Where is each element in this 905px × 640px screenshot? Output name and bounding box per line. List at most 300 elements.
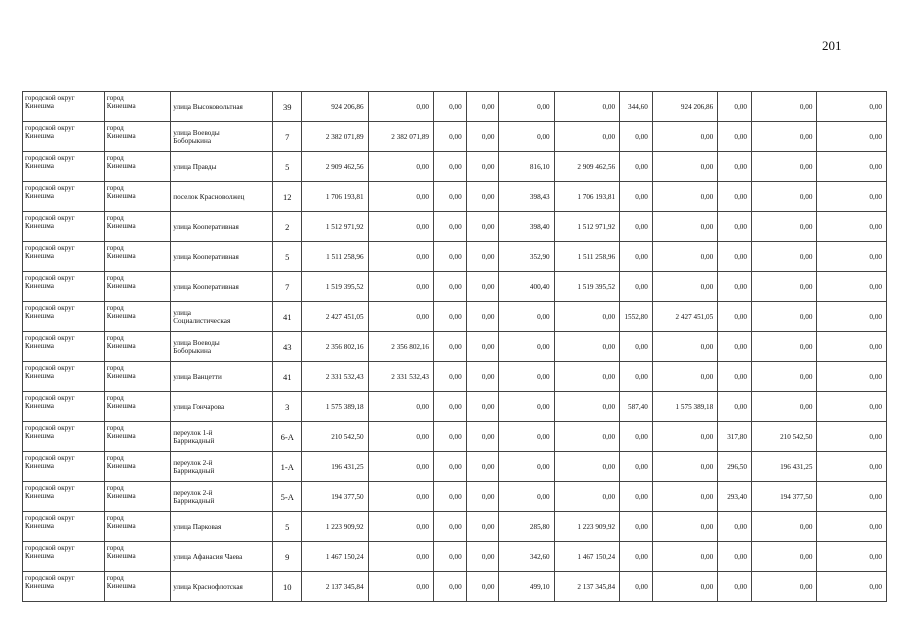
okrug-cell-line: городской округ [25, 334, 75, 342]
amount-cell: 0,00 [466, 212, 499, 242]
city-cell-line: город [106, 304, 124, 312]
amount-cell: 0,00 [434, 92, 467, 122]
amount-cell: 0,00 [817, 182, 887, 212]
amount-cell: 0,00 [718, 212, 752, 242]
street-cell [171, 182, 273, 212]
city-cell-line: город [106, 544, 124, 552]
amount-cell: 0,00 [718, 242, 752, 272]
amount-cell: 2 331 532,43 [302, 362, 368, 392]
amount-cell: 0,00 [718, 92, 752, 122]
table-row [23, 242, 887, 272]
okrug-cell-line: городской округ [25, 394, 75, 402]
house-number-cell: 41 [273, 362, 302, 392]
amount-cell: 0,00 [499, 362, 554, 392]
street-cell-line: улица Кооперативная [173, 222, 239, 231]
amount-cell: 0,00 [368, 512, 433, 542]
city-cell-line: город [106, 484, 124, 492]
page-number: 201 [822, 38, 842, 53]
city-cell [104, 122, 170, 152]
amount-cell: 0,00 [554, 482, 619, 512]
amount-cell: 0,00 [620, 422, 653, 452]
street-cell [171, 572, 273, 602]
street-cell [171, 512, 273, 542]
amount-cell: 0,00 [434, 452, 467, 482]
city-cell-line: город [106, 274, 124, 282]
amount-cell: 0,00 [652, 482, 717, 512]
table-body [23, 92, 887, 602]
city-cell [104, 302, 170, 332]
amount-cell: 587,40 [620, 392, 653, 422]
table-row [23, 182, 887, 212]
amount-cell: 0,00 [751, 512, 816, 542]
city-cell-line: город [106, 94, 124, 102]
street-cell [171, 362, 273, 392]
street-cell-line: Баррикадный [173, 496, 215, 505]
okrug-cell-line: Кинешма [25, 402, 54, 410]
amount-cell: 0,00 [751, 572, 816, 602]
amount-cell: 2 137 345,84 [302, 572, 368, 602]
table-row [23, 212, 887, 242]
okrug-cell-line: городской округ [25, 514, 75, 522]
house-number-cell: 10 [273, 572, 302, 602]
street-cell [171, 332, 273, 362]
okrug-cell-line: городской округ [25, 274, 75, 282]
amount-cell: 0,00 [466, 452, 499, 482]
amount-cell: 0,00 [554, 422, 619, 452]
amount-cell: 0,00 [466, 332, 499, 362]
amount-cell: 0,00 [554, 392, 619, 422]
house-number-cell: 6-А [273, 422, 302, 452]
city-cell-line: Кинешма [106, 342, 136, 350]
okrug-cell-line: Кинешма [25, 372, 54, 380]
okrug-cell [23, 482, 105, 512]
table-row [23, 452, 887, 482]
amount-cell: 0,00 [466, 152, 499, 182]
okrug-cell-line: городской округ [25, 154, 75, 162]
amount-cell: 0,00 [652, 572, 717, 602]
city-cell [104, 152, 170, 182]
amount-cell: 0,00 [466, 482, 499, 512]
street-cell-line: переулок 2-й [173, 488, 213, 497]
table-row [23, 512, 887, 542]
street-cell-line: Боборыкина [173, 346, 212, 355]
amount-cell: 0,00 [817, 152, 887, 182]
amount-cell: 0,00 [817, 272, 887, 302]
amount-cell: 1 512 971,92 [302, 212, 368, 242]
house-number-cell: 5-А [273, 482, 302, 512]
okrug-cell-line: городской округ [25, 94, 75, 102]
amount-cell: 0,00 [368, 92, 433, 122]
street-cell-line: улица Афанасия Чаева [173, 552, 243, 561]
amount-cell: 0,00 [817, 92, 887, 122]
street-cell-line: улица Кооперативная [173, 282, 239, 291]
okrug-cell [23, 392, 105, 422]
city-cell-line: Кинешма [106, 522, 136, 530]
city-cell [104, 512, 170, 542]
amount-cell: 0,00 [368, 302, 433, 332]
house-number-cell: 5 [273, 242, 302, 272]
street-cell-line: улица Правды [173, 162, 217, 171]
city-cell-line: Кинешма [106, 252, 136, 260]
amount-cell: 0,00 [368, 542, 433, 572]
street-cell-line: улица Воеводы [173, 338, 220, 347]
city-cell-line: город [106, 394, 124, 402]
amount-cell: 0,00 [817, 122, 887, 152]
amount-cell: 0,00 [718, 332, 752, 362]
amount-cell: 0,00 [434, 212, 467, 242]
city-cell [104, 182, 170, 212]
amount-cell: 0,00 [620, 452, 653, 482]
amount-cell: 924 206,86 [652, 92, 717, 122]
table-row [23, 272, 887, 302]
amount-cell: 0,00 [466, 512, 499, 542]
amount-cell: 196 431,25 [751, 452, 816, 482]
amount-cell: 342,60 [499, 542, 554, 572]
amount-cell: 0,00 [751, 152, 816, 182]
okrug-cell [23, 572, 105, 602]
amount-cell: 0,00 [368, 242, 433, 272]
table-row [23, 332, 887, 362]
street-cell [171, 122, 273, 152]
okrug-cell [23, 122, 105, 152]
city-cell [104, 452, 170, 482]
amount-cell: 499,10 [499, 572, 554, 602]
amount-cell: 1 223 909,92 [302, 512, 368, 542]
amount-cell: 0,00 [817, 212, 887, 242]
amount-cell: 0,00 [718, 272, 752, 302]
amount-cell: 0,00 [652, 212, 717, 242]
city-cell [104, 572, 170, 602]
city-cell [104, 332, 170, 362]
city-cell-line: город [106, 424, 124, 432]
amount-cell: 0,00 [817, 422, 887, 452]
city-cell-line: Кинешма [106, 162, 136, 170]
amount-cell: 0,00 [434, 122, 467, 152]
okrug-cell [23, 152, 105, 182]
amount-cell: 816,10 [499, 152, 554, 182]
city-cell-line: Кинешма [106, 492, 136, 500]
okrug-cell-line: городской округ [25, 214, 75, 222]
amount-cell: 0,00 [718, 122, 752, 152]
city-cell-line: город [106, 364, 124, 372]
okrug-cell-line: городской округ [25, 244, 75, 252]
amount-cell: 0,00 [466, 542, 499, 572]
amount-cell: 0,00 [368, 182, 433, 212]
house-number-cell: 1-А [273, 452, 302, 482]
street-cell [171, 392, 273, 422]
amount-cell: 0,00 [368, 272, 433, 302]
okrug-cell [23, 512, 105, 542]
amount-cell: 2 137 345,84 [554, 572, 619, 602]
amount-cell: 398,40 [499, 212, 554, 242]
okrug-cell [23, 92, 105, 122]
amount-cell: 0,00 [652, 362, 717, 392]
city-cell-line: Кинешма [106, 372, 136, 380]
house-number-cell: 7 [273, 272, 302, 302]
amount-cell: 0,00 [652, 242, 717, 272]
amount-cell: 0,00 [434, 392, 467, 422]
amount-cell: 0,00 [368, 392, 433, 422]
okrug-cell-line: Кинешма [25, 222, 54, 230]
amount-cell: 0,00 [554, 122, 619, 152]
city-cell-line: город [106, 244, 124, 252]
okrug-cell-line: городской округ [25, 424, 75, 432]
amount-cell: 0,00 [620, 182, 653, 212]
amount-cell: 2 331 532,43 [368, 362, 433, 392]
amount-cell: 0,00 [434, 242, 467, 272]
table-row [23, 92, 887, 122]
amount-cell: 196 431,25 [302, 452, 368, 482]
city-cell [104, 212, 170, 242]
amount-cell: 0,00 [620, 332, 653, 362]
amount-cell: 0,00 [368, 212, 433, 242]
city-cell-line: Кинешма [106, 282, 136, 290]
amount-cell: 0,00 [466, 422, 499, 452]
amount-cell: 0,00 [817, 392, 887, 422]
amount-cell: 1 519 395,52 [302, 272, 368, 302]
amount-cell: 0,00 [368, 572, 433, 602]
amount-cell: 293,40 [718, 482, 752, 512]
amount-cell: 0,00 [718, 152, 752, 182]
amount-cell: 0,00 [817, 542, 887, 572]
okrug-cell-line: Кинешма [25, 132, 54, 140]
okrug-cell-line: Кинешма [25, 312, 54, 320]
house-number-cell: 5 [273, 152, 302, 182]
amount-cell: 0,00 [620, 512, 653, 542]
okrug-cell-line: городской округ [25, 184, 75, 192]
street-cell-line: улица Воеводы [173, 128, 220, 137]
amount-cell: 398,43 [499, 182, 554, 212]
amount-cell: 1552,80 [620, 302, 653, 332]
street-cell-line: Баррикадный [173, 466, 215, 475]
city-cell-line: Кинешма [106, 222, 136, 230]
city-cell-line: Кинешма [106, 582, 136, 590]
amount-cell: 1 575 389,18 [652, 392, 717, 422]
street-cell [171, 422, 273, 452]
table-row [23, 482, 887, 512]
amount-cell: 0,00 [466, 272, 499, 302]
amount-cell: 0,00 [718, 542, 752, 572]
amount-cell: 0,00 [499, 332, 554, 362]
amount-cell: 0,00 [620, 542, 653, 572]
house-number-cell: 12 [273, 182, 302, 212]
amount-cell: 0,00 [434, 152, 467, 182]
amount-cell: 0,00 [499, 122, 554, 152]
amount-cell: 0,00 [652, 512, 717, 542]
okrug-cell-line: городской округ [25, 454, 75, 462]
okrug-cell [23, 332, 105, 362]
city-cell [104, 92, 170, 122]
amount-cell: 0,00 [652, 152, 717, 182]
okrug-cell-line: Кинешма [25, 282, 54, 290]
amount-cell: 285,80 [499, 512, 554, 542]
amount-cell: 0,00 [434, 422, 467, 452]
street-cell-line: улица Ванцетти [173, 372, 222, 381]
amount-cell: 0,00 [466, 392, 499, 422]
house-number-cell: 9 [273, 542, 302, 572]
street-cell-line: переулок 1-й [173, 428, 213, 437]
okrug-cell-line: Кинешма [25, 432, 54, 440]
amount-cell: 2 382 071,89 [368, 122, 433, 152]
okrug-cell [23, 302, 105, 332]
street-cell-line: улица Парковая [173, 522, 222, 531]
amount-cell: 0,00 [817, 452, 887, 482]
house-number-cell: 2 [273, 212, 302, 242]
amount-cell: 0,00 [652, 542, 717, 572]
okrug-cell [23, 182, 105, 212]
amount-cell: 0,00 [620, 122, 653, 152]
amount-cell: 2 382 071,89 [302, 122, 368, 152]
amount-cell: 0,00 [434, 302, 467, 332]
okrug-cell-line: городской округ [25, 364, 75, 372]
amount-cell: 0,00 [368, 422, 433, 452]
okrug-cell [23, 422, 105, 452]
city-cell-line: Кинешма [106, 432, 136, 440]
okrug-cell [23, 212, 105, 242]
amount-cell: 0,00 [499, 452, 554, 482]
okrug-cell-line: Кинешма [25, 192, 54, 200]
amount-cell: 0,00 [652, 122, 717, 152]
amount-cell: 0,00 [652, 422, 717, 452]
okrug-cell-line: Кинешма [25, 102, 54, 110]
amount-cell: 0,00 [718, 362, 752, 392]
amount-cell: 0,00 [499, 422, 554, 452]
city-cell-line: Кинешма [106, 402, 136, 410]
amount-cell: 0,00 [499, 482, 554, 512]
amount-cell: 0,00 [817, 242, 887, 272]
city-cell-line: город [106, 154, 124, 162]
amount-cell: 0,00 [751, 212, 816, 242]
amount-cell: 0,00 [652, 272, 717, 302]
amount-cell: 1 223 909,92 [554, 512, 619, 542]
amount-cell: 0,00 [434, 482, 467, 512]
house-number-cell: 7 [273, 122, 302, 152]
amount-cell: 0,00 [499, 392, 554, 422]
amount-cell: 0,00 [817, 572, 887, 602]
amount-cell: 0,00 [466, 362, 499, 392]
amount-cell: 317,80 [718, 422, 752, 452]
city-cell-line: Кинешма [106, 132, 136, 140]
city-cell [104, 272, 170, 302]
table-row [23, 122, 887, 152]
house-number-cell: 3 [273, 392, 302, 422]
amount-cell: 0,00 [554, 452, 619, 482]
amount-cell: 0,00 [718, 572, 752, 602]
street-cell-line: Боборыкина [173, 136, 212, 145]
city-cell-line: Кинешма [106, 552, 136, 560]
street-cell [171, 452, 273, 482]
okrug-cell-line: городской округ [25, 484, 75, 492]
city-cell-line: город [106, 184, 124, 192]
city-cell [104, 362, 170, 392]
okrug-cell-line: Кинешма [25, 552, 54, 560]
city-cell-line: город [106, 334, 124, 342]
table-row [23, 572, 887, 602]
amount-cell: 0,00 [466, 572, 499, 602]
amount-cell: 0,00 [751, 392, 816, 422]
amount-cell: 924 206,86 [302, 92, 368, 122]
amount-cell: 0,00 [718, 512, 752, 542]
house-number-cell: 5 [273, 512, 302, 542]
house-number-cell: 39 [273, 92, 302, 122]
city-cell [104, 242, 170, 272]
okrug-cell-line: Кинешма [25, 462, 54, 470]
okrug-cell-line: Кинешма [25, 582, 54, 590]
street-cell-line: переулок 2-й [173, 458, 213, 467]
okrug-cell [23, 272, 105, 302]
amount-cell: 0,00 [466, 242, 499, 272]
street-cell-line: улица [173, 308, 191, 317]
amount-cell: 1 511 258,96 [554, 242, 619, 272]
okrug-cell-line: городской округ [25, 124, 75, 132]
amount-cell: 1 575 389,18 [302, 392, 368, 422]
amount-cell: 0,00 [718, 182, 752, 212]
amount-cell: 194 377,50 [302, 482, 368, 512]
amount-cell: 0,00 [620, 242, 653, 272]
amount-cell: 0,00 [434, 182, 467, 212]
amount-cell: 2 427 451,05 [652, 302, 717, 332]
amount-cell: 0,00 [434, 572, 467, 602]
okrug-cell-line: Кинешма [25, 342, 54, 350]
amount-cell: 1 467 150,24 [554, 542, 619, 572]
street-cell-line: улица Гончарова [173, 402, 225, 411]
amount-cell: 0,00 [817, 512, 887, 542]
amount-cell: 0,00 [368, 152, 433, 182]
amount-cell: 0,00 [434, 272, 467, 302]
street-cell-line: улица Высоковольтная [173, 102, 243, 111]
okrug-cell [23, 242, 105, 272]
city-cell [104, 422, 170, 452]
table-row [23, 362, 887, 392]
amount-cell: 0,00 [466, 182, 499, 212]
table-row [23, 302, 887, 332]
street-cell-line: улица Краснофлотская [173, 582, 243, 591]
amount-cell: 2 356 802,16 [368, 332, 433, 362]
amount-cell: 0,00 [499, 302, 554, 332]
okrug-cell-line: Кинешма [25, 492, 54, 500]
city-cell [104, 482, 170, 512]
amount-cell: 0,00 [751, 122, 816, 152]
amount-cell: 210 542,50 [302, 422, 368, 452]
street-cell [171, 302, 273, 332]
repair-register-table [22, 91, 887, 602]
street-cell-line: Социалистическая [173, 316, 231, 325]
street-cell-line: улица Кооперативная [173, 252, 239, 261]
okrug-cell-line: городской округ [25, 574, 75, 582]
amount-cell: 2 427 451,05 [302, 302, 368, 332]
amount-cell: 0,00 [652, 452, 717, 482]
street-cell [171, 482, 273, 512]
city-cell-line: Кинешма [106, 192, 136, 200]
amount-cell: 344,60 [620, 92, 653, 122]
amount-cell: 0,00 [554, 92, 619, 122]
amount-cell: 296,50 [718, 452, 752, 482]
okrug-cell [23, 362, 105, 392]
amount-cell: 0,00 [434, 332, 467, 362]
amount-cell: 0,00 [466, 302, 499, 332]
city-cell-line: город [106, 454, 124, 462]
amount-cell: 0,00 [554, 332, 619, 362]
city-cell-line: Кинешма [106, 312, 136, 320]
amount-cell: 0,00 [817, 482, 887, 512]
street-cell-line: поселок Красноволжец [173, 192, 245, 201]
amount-cell: 0,00 [652, 182, 717, 212]
amount-cell: 0,00 [466, 122, 499, 152]
table-row [23, 152, 887, 182]
street-cell [171, 242, 273, 272]
amount-cell: 0,00 [434, 512, 467, 542]
street-cell [171, 542, 273, 572]
